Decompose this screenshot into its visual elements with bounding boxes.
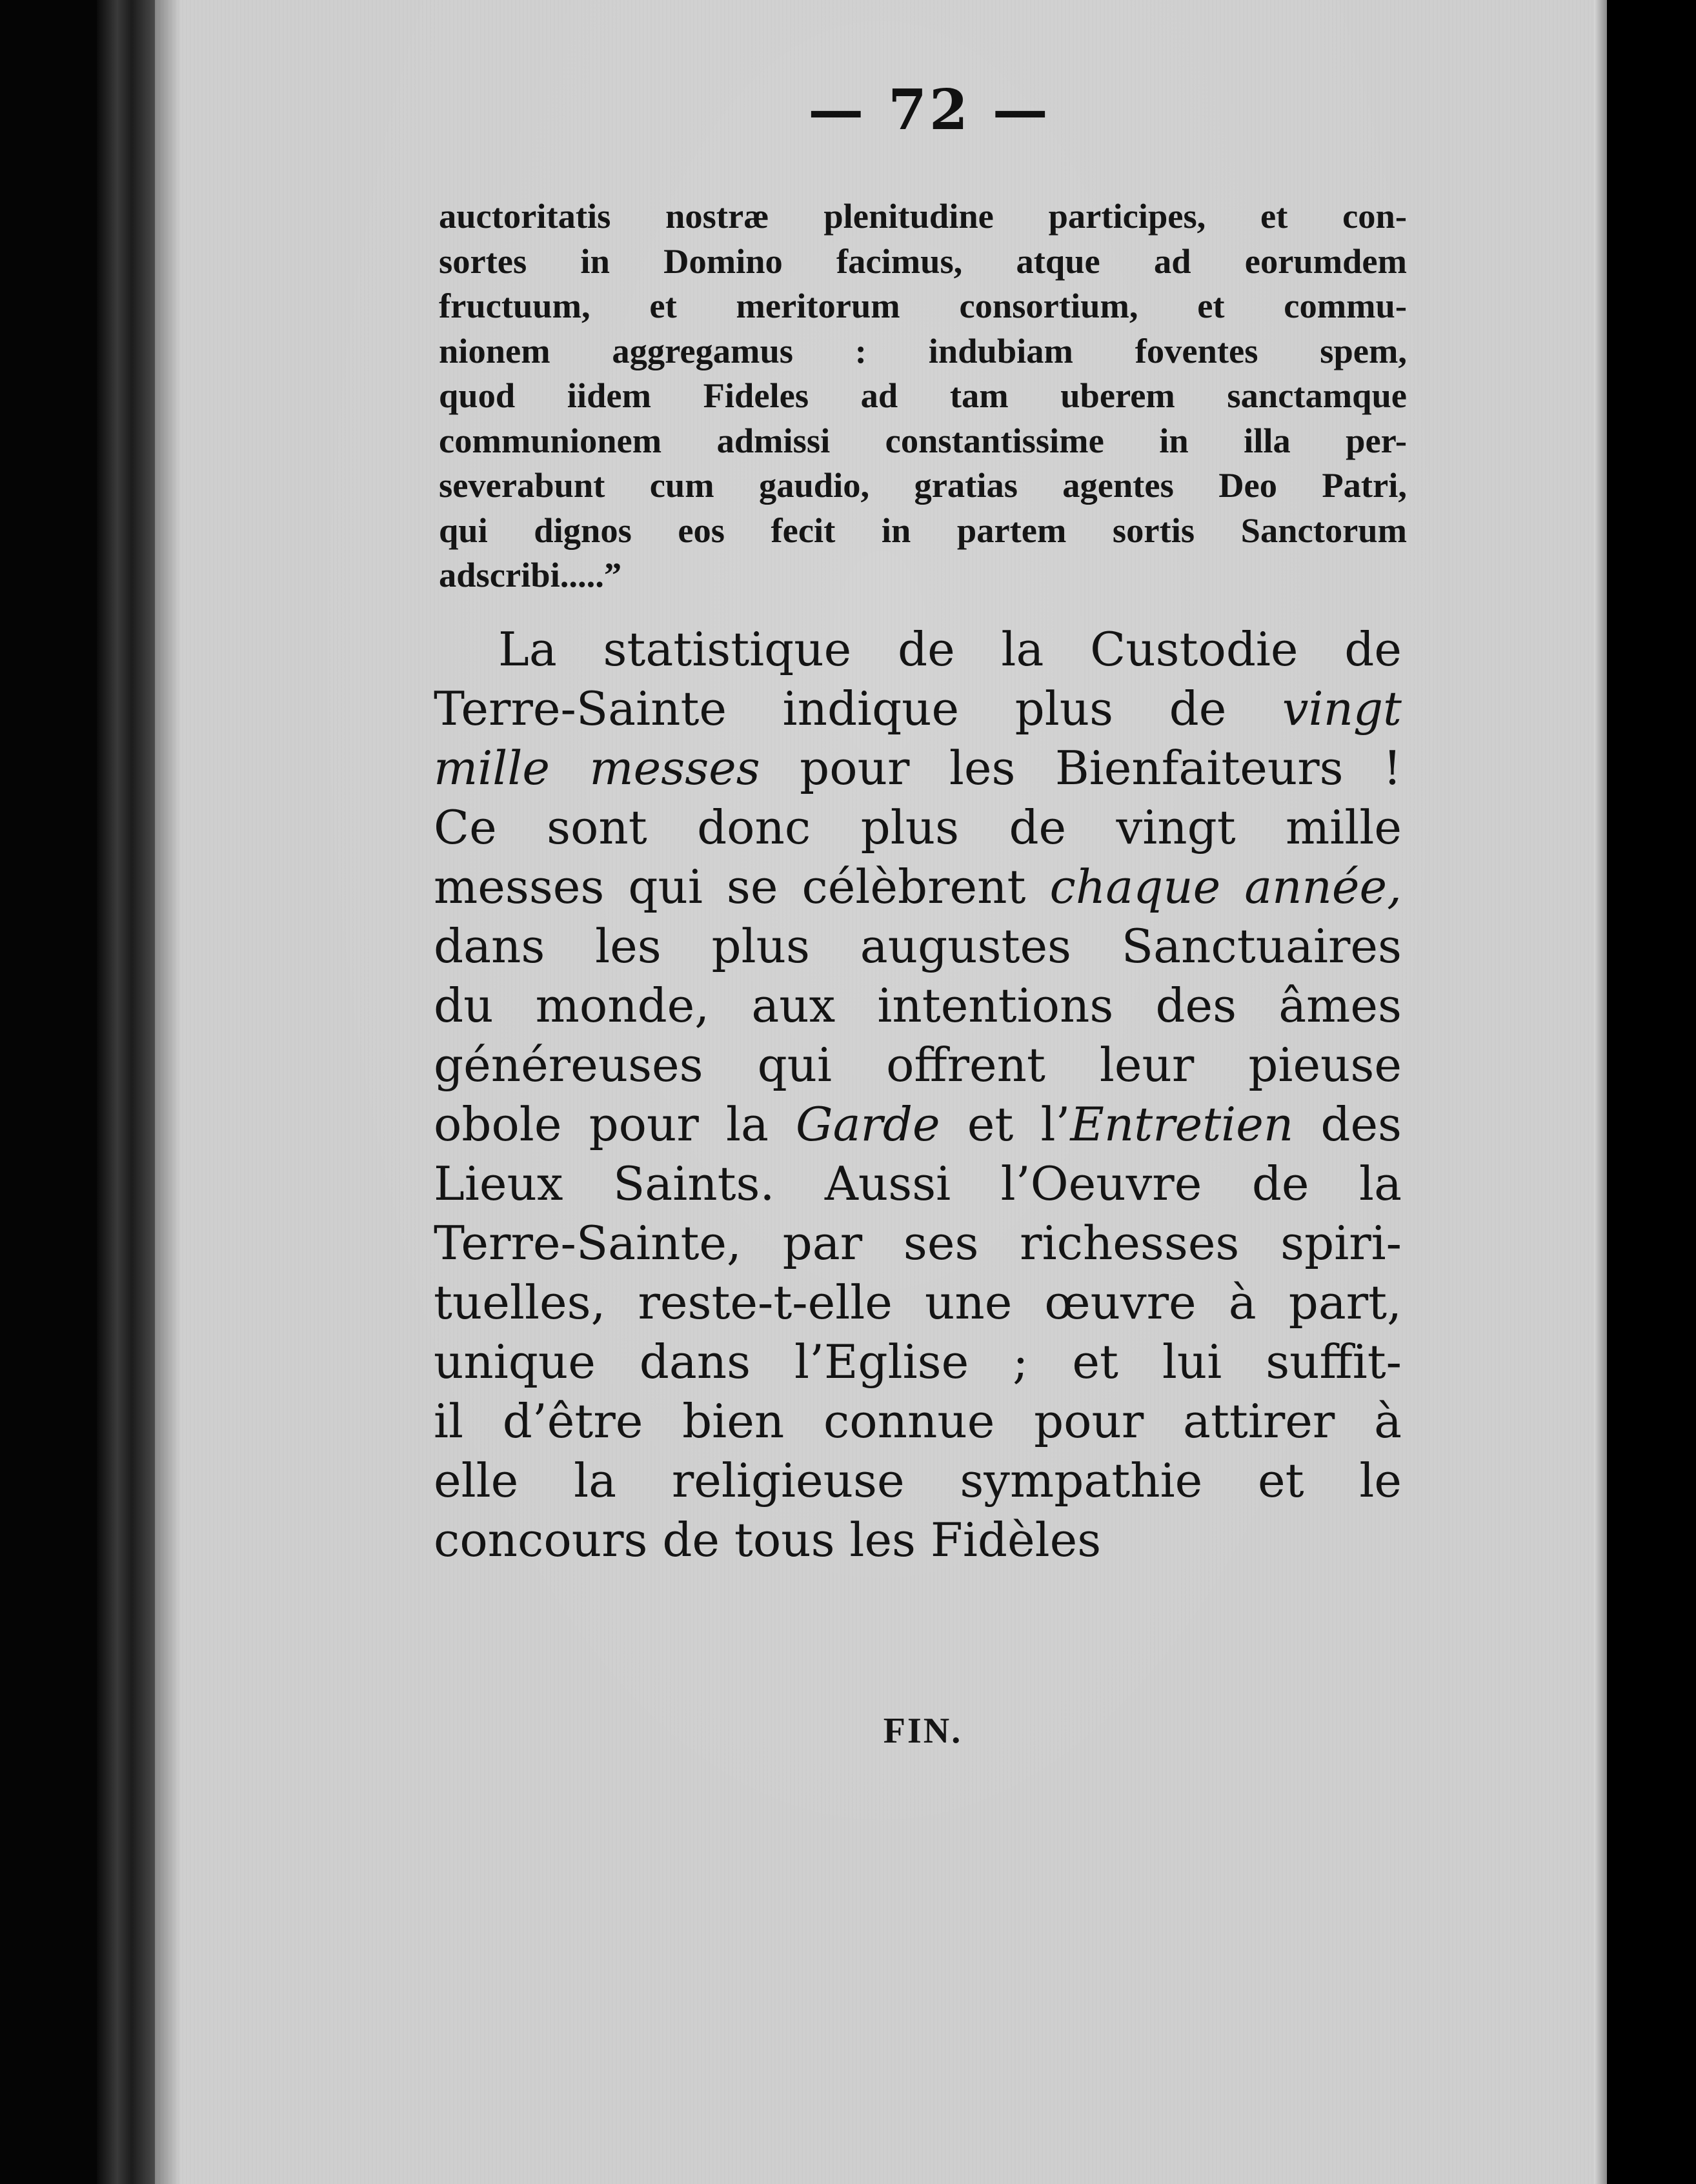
main-paragraph — [434, 620, 1402, 1570]
paragraph-line: unique dans l’Eglise ; et lui suffit- — [434, 1335, 1402, 1389]
paragraph-line: obole pour la Garde et l’Entretien des — [434, 1097, 1402, 1151]
paragraph-line: Ce sont donc plus de vingt mille — [434, 800, 1402, 854]
paragraph-line: messes qui se célèbrent chaque année, — [434, 860, 1402, 914]
latin-line: quod iidem Fideles ad tam uberem sanctamque — [439, 376, 1407, 415]
latin-line: qui dignos eos fecit in partem sortis Sanctorum — [439, 510, 1407, 550]
latin-line: severabunt cum gaudio, gratias agentes Deo Patri, — [439, 465, 1407, 505]
paragraph-line: elle la religieuse sympathie et le — [434, 1453, 1402, 1508]
emphasis: Entretien — [1070, 1097, 1294, 1151]
latin-quote — [439, 194, 1407, 598]
paragraph-line: tuelles, reste-t-elle une œuvre à part, — [434, 1275, 1402, 1330]
book-spine — [97, 0, 155, 2184]
paragraph-line: Lieux Saints. Aussi l’Oeuvre de la — [434, 1157, 1402, 1211]
latin-line: adscribi.....” — [439, 555, 622, 594]
latin-line: sortes in Domino facimus, atque ad eorumdem — [439, 241, 1407, 281]
paragraph-line: du monde, aux intentions des âmes — [434, 978, 1402, 1033]
paragraph-line: concours de tous les Fidèles — [434, 1513, 1102, 1567]
emphasis: Garde — [796, 1097, 940, 1151]
paragraph-line: il d’être bien connue pour attirer à — [434, 1394, 1402, 1448]
latin-line: communionem admissi constantissime in illa per- — [439, 420, 1407, 460]
emphasis: vingt — [1282, 682, 1402, 736]
scan-border-right — [1607, 0, 1696, 2184]
paragraph-line: Terre-Sainte indique plus de vingt — [434, 682, 1402, 736]
page-number: — 72 — — [808, 77, 1051, 143]
paragraph-line: Terre-Sainte, par ses richesses spiri- — [434, 1216, 1402, 1270]
paragraph-line: généreuses qui offrent leur pieuse — [434, 1038, 1402, 1092]
paragraph-line: mille messes pour les Bienfaiteurs ! — [434, 741, 1402, 795]
paragraph-line: dans les plus augustes Sanctuaires — [434, 919, 1402, 973]
emphasis: mille messes — [434, 741, 760, 795]
page-right-edge — [1594, 0, 1607, 2184]
page-gutter-shadow — [155, 0, 181, 2184]
latin-line: auctoritatis nostræ plenitudine participes, et con- — [439, 196, 1407, 236]
latin-line: fructuum, et meritorum consortium, et commu- — [439, 286, 1407, 325]
latin-line: nionem aggregamus : indubiam foventes spem, — [439, 330, 1407, 370]
end-mark: FIN. — [883, 1711, 963, 1751]
emphasis: chaque année, — [1049, 860, 1402, 914]
paragraph-line: La statistique de la Custodie de — [498, 622, 1402, 676]
